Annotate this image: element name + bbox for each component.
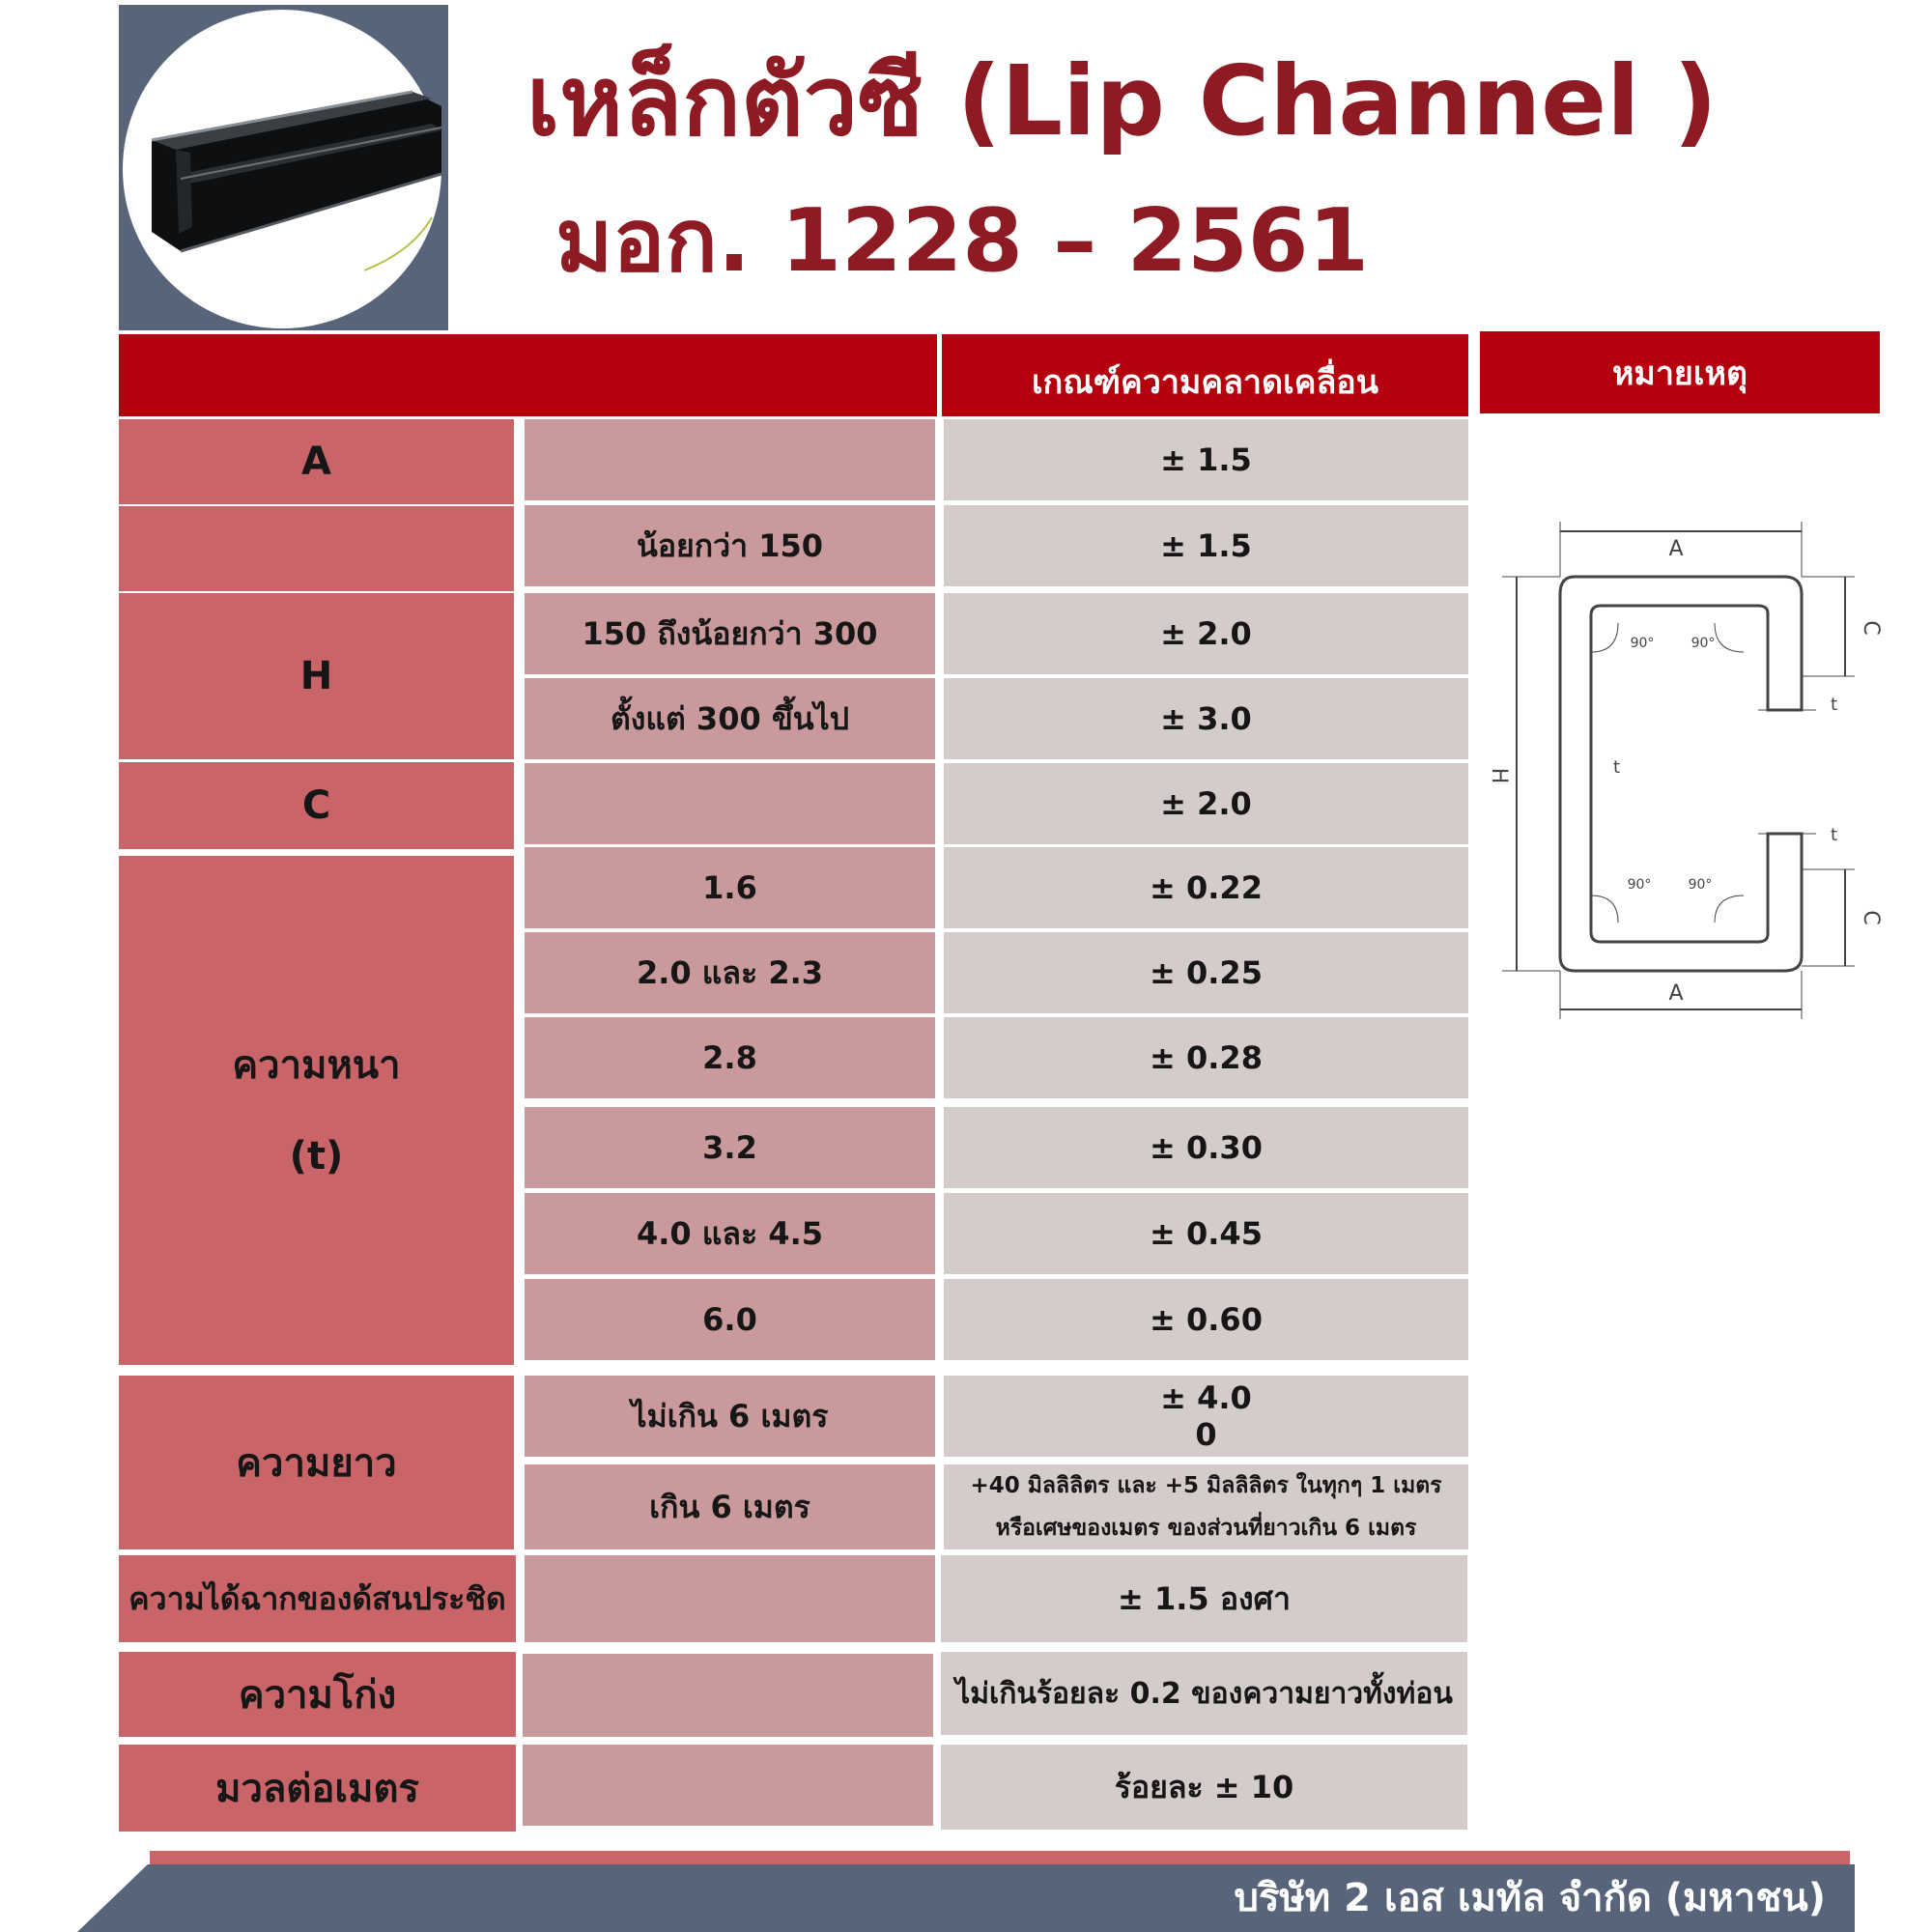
val-11-line1: ± 4.0 xyxy=(1160,1379,1252,1416)
sub-1: น้อยกว่า 150 xyxy=(525,505,935,586)
val-15: ร้อยละ ± 10 xyxy=(941,1745,1467,1830)
diagram-angle-3: 90° xyxy=(1627,877,1652,893)
label-mass: มวลต่อเมตร xyxy=(119,1745,516,1832)
diagram-label-a-top: A xyxy=(1668,537,1684,561)
standard-number: มอก. 1228 – 2561 xyxy=(555,190,1370,292)
label-blank-1 xyxy=(119,506,514,591)
diagram-label-c-top: C xyxy=(1859,620,1883,636)
val-6: ± 0.25 xyxy=(944,932,1468,1013)
diagram-label-t-web: t xyxy=(1613,757,1621,778)
val-2: ± 2.0 xyxy=(944,593,1468,674)
sub-7: 2.8 xyxy=(525,1017,935,1098)
diagram-angle-4: 90° xyxy=(1688,877,1713,893)
val-13: ± 1.5 องศา xyxy=(941,1555,1467,1642)
val-3: ± 3.0 xyxy=(944,678,1468,759)
diagram-angle-2: 90° xyxy=(1690,636,1716,651)
company-name: บริษัท 2 เอส เมทัล จำกัด (มหาชน) xyxy=(1234,1876,1826,1920)
val-5: ± 0.22 xyxy=(944,847,1468,928)
diagram-label-h: H xyxy=(1487,767,1511,784)
sub-14 xyxy=(523,1654,933,1737)
sub-11: ไม่เกิน 6 เมตร xyxy=(525,1376,935,1457)
val-12-line2: หรือเศษของเมตร ของส่วนที่ยาวเกิน 6 เมตร xyxy=(995,1516,1417,1541)
sub-0 xyxy=(525,419,935,500)
label-a: A xyxy=(119,419,514,504)
header-blank xyxy=(119,334,937,416)
val-11 xyxy=(944,1376,1468,1457)
sub-6: 2.0 และ 2.3 xyxy=(525,932,935,1013)
label-length: ความยาว xyxy=(119,1376,514,1549)
val-10: ± 0.60 xyxy=(944,1279,1468,1360)
diagram-label-a-bottom: A xyxy=(1668,981,1684,1006)
diagram-label-c-bottom: C xyxy=(1859,910,1883,925)
page-title: เหล็กตัวซี (Lip Channel ) xyxy=(526,44,1718,157)
diagram-angle-1: 90° xyxy=(1630,636,1655,651)
sub-12: เกิน 6 เมตร xyxy=(525,1464,935,1549)
val-12 xyxy=(944,1464,1468,1549)
sub-5: 1.6 xyxy=(525,847,935,928)
sub-10: 6.0 xyxy=(525,1279,935,1360)
sub-3: ตั้งแต่ 300 ขึ้นไป xyxy=(525,678,935,759)
sub-8: 3.2 xyxy=(525,1107,935,1188)
footer-accent-line xyxy=(150,1851,1850,1866)
label-h: H xyxy=(119,593,514,759)
sub-9: 4.0 และ 4.5 xyxy=(525,1193,935,1274)
product-photo xyxy=(123,10,441,328)
header-tolerance: เกณฑ์ความคลาดเคลื่อน xyxy=(942,334,1468,416)
label-c: C xyxy=(119,762,514,849)
val-1: ± 1.5 xyxy=(944,505,1468,586)
label-squareness: ความได้ฉากของด้สนประชิด xyxy=(119,1555,516,1642)
val-7: ± 0.28 xyxy=(944,1017,1468,1098)
val-9: ± 0.45 xyxy=(944,1193,1468,1274)
header-remark: หมายเหตุ xyxy=(1480,331,1880,413)
val-14: ไม่เกินร้อยละ 0.2 ของความยาวทั้งท่อน xyxy=(941,1652,1467,1735)
val-11-line2: 0 xyxy=(1195,1416,1217,1453)
diagram-label-t-top: t xyxy=(1831,695,1838,715)
label-camber: ความโก่ง xyxy=(119,1652,516,1737)
val-8: ± 0.30 xyxy=(944,1107,1468,1188)
label-thickness xyxy=(119,856,514,1365)
val-4: ± 2.0 xyxy=(944,763,1468,844)
sub-4 xyxy=(525,763,935,844)
lip-channel-image xyxy=(123,10,441,328)
diagram-label-t-bottom: t xyxy=(1831,825,1838,845)
val-12-line1: +40 มิลลิลิตร และ +5 มิลลิลิตร ในทุกๆ 1 เมตร xyxy=(970,1473,1442,1498)
sub-15 xyxy=(523,1745,933,1826)
val-0: ± 1.5 xyxy=(944,419,1468,500)
label-thickness-text: ความหนา xyxy=(232,1042,401,1088)
sub-2: 150 ถึงน้อยกว่า 300 xyxy=(525,593,935,674)
sub-13 xyxy=(525,1555,935,1642)
lip-channel-diagram xyxy=(1473,517,1883,1024)
label-thickness-symbol: (t) xyxy=(289,1133,344,1179)
